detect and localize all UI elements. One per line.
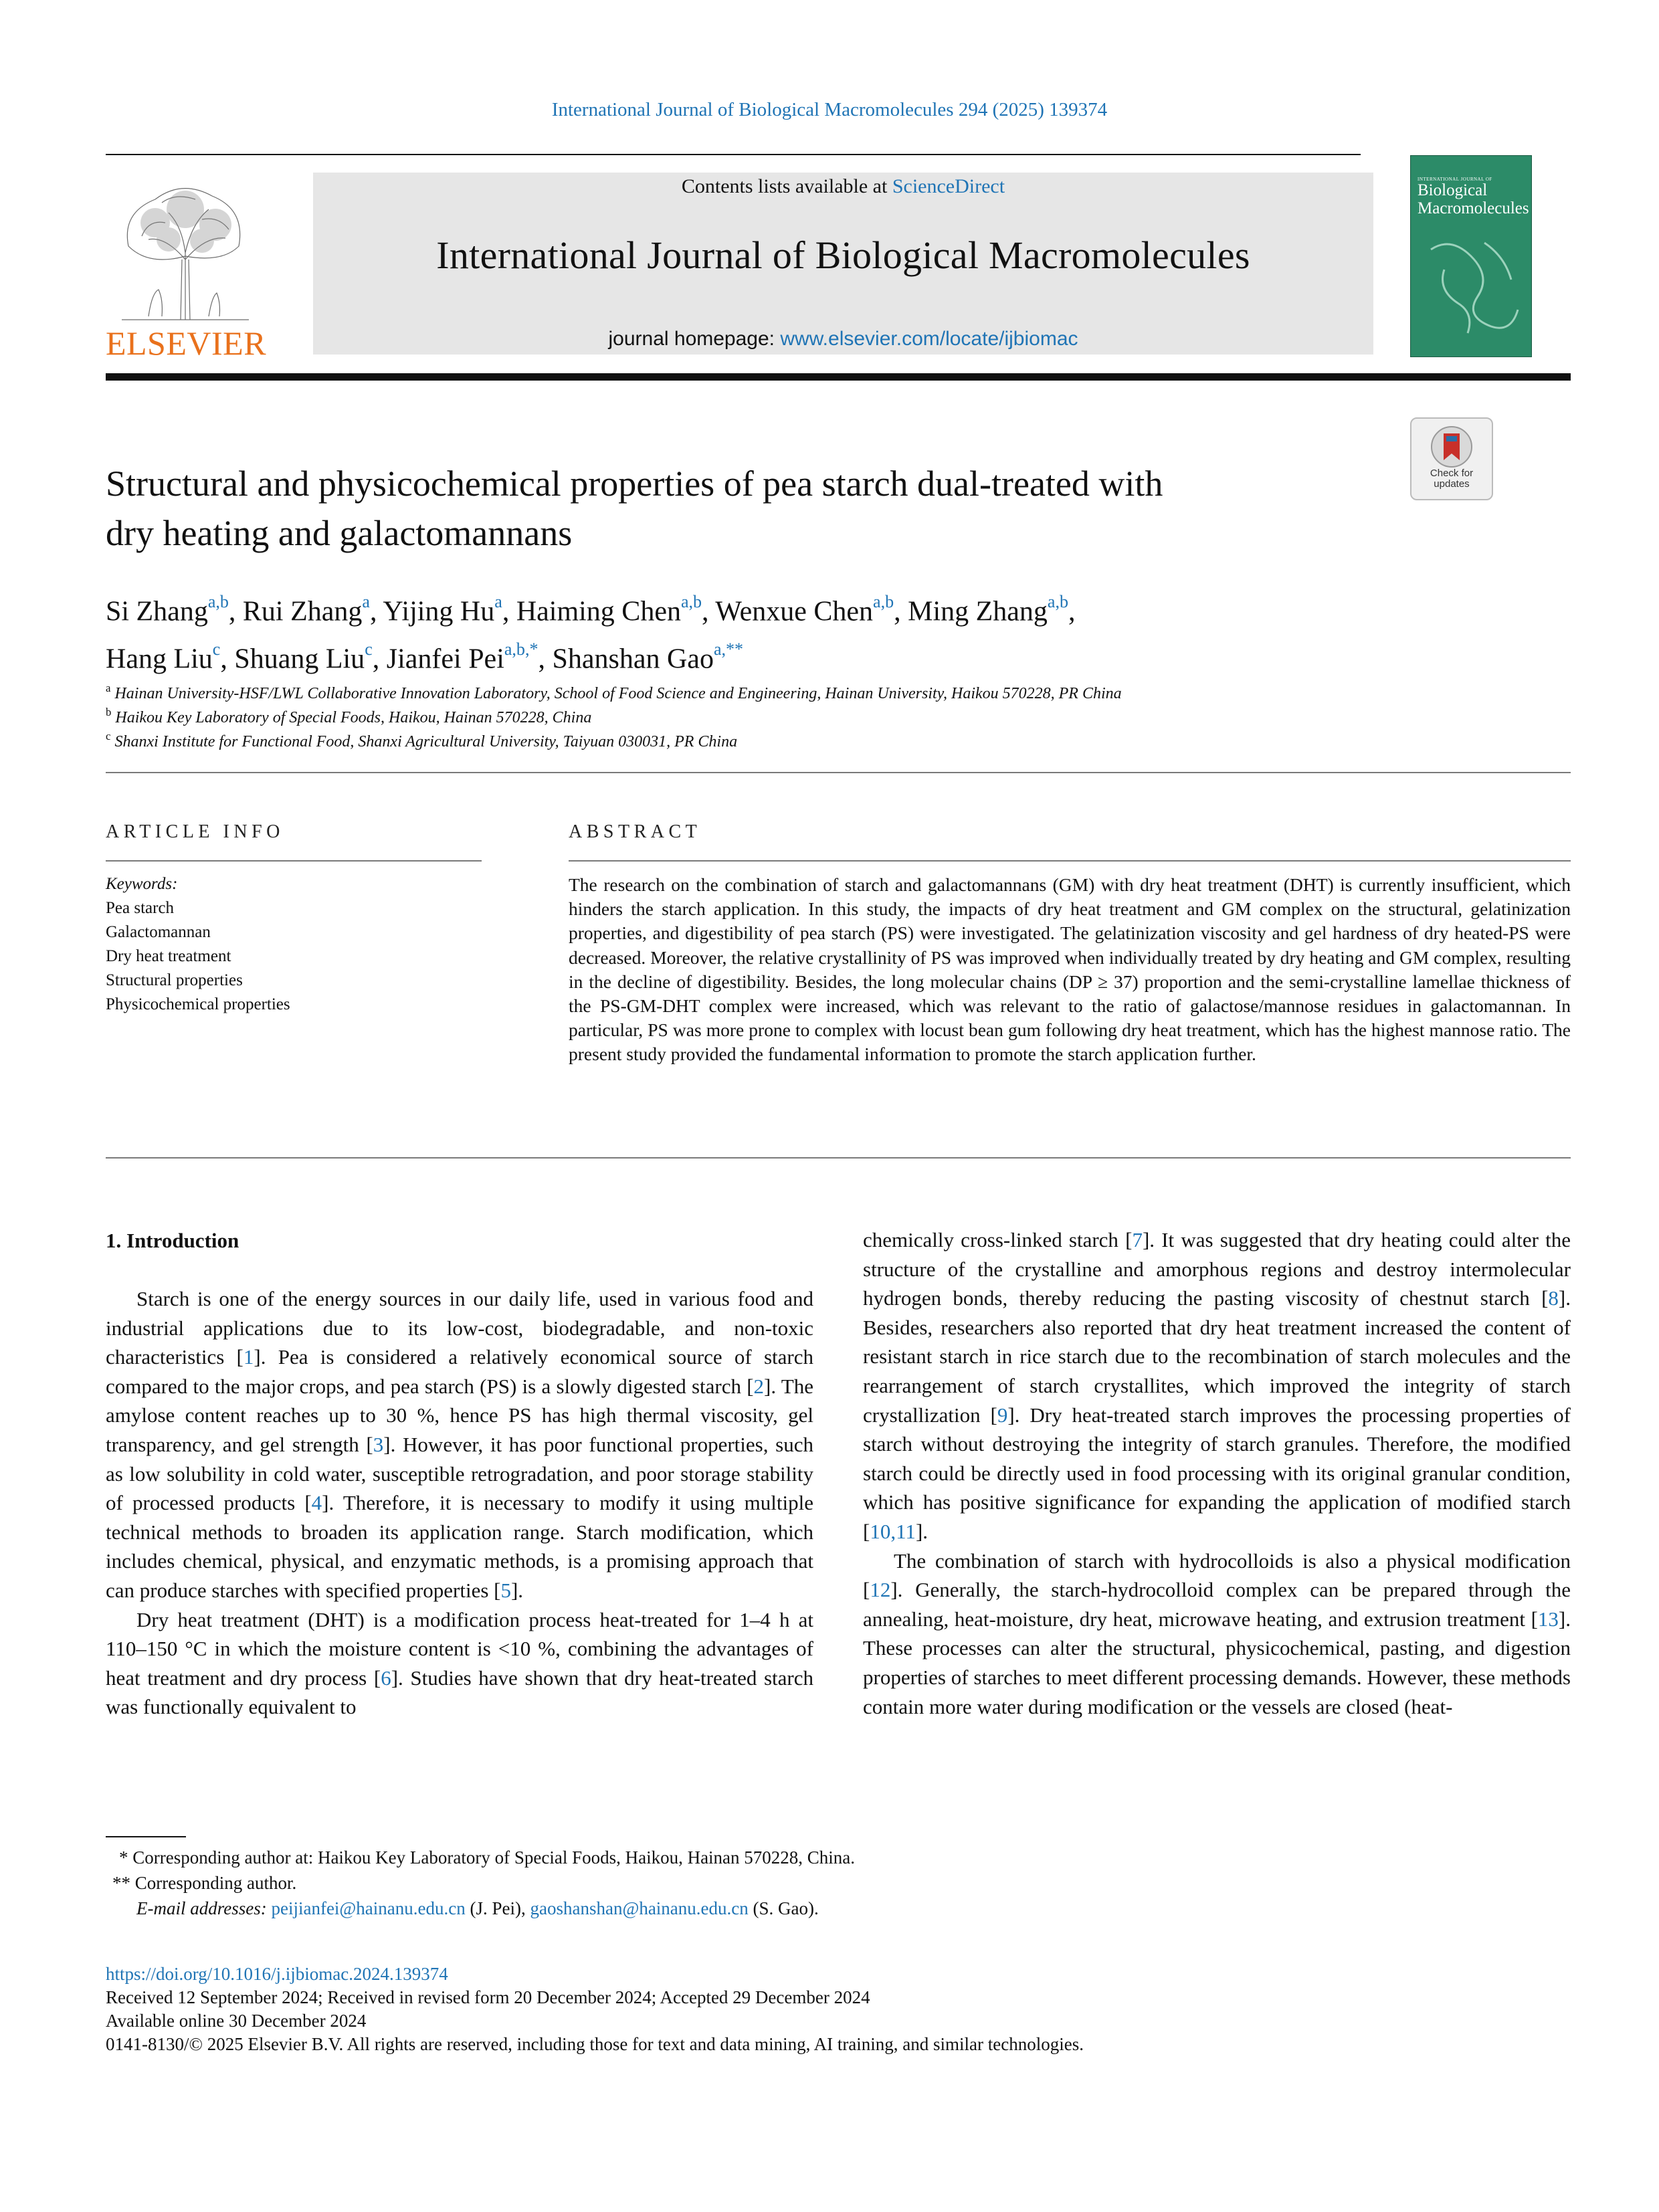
citation-link[interactable]: 4 <box>311 1491 322 1515</box>
keyword-item: Dry heat treatment <box>106 947 231 965</box>
body-left-column <box>106 1284 813 1722</box>
homepage-prefix: journal homepage: <box>608 328 781 350</box>
journal-homepage-line <box>313 328 1373 350</box>
citation-link[interactable]: 5 <box>500 1578 511 1602</box>
header-top-rule <box>106 154 1361 155</box>
author-name[interactable]: Shuang Liu <box>234 643 365 675</box>
cover-molecule-graphic <box>1411 156 1531 357</box>
author-line-2: Hang Liu$^c$, Shuang Liu$^c$, Jianfei Pei$^{a,b,*}$, Shanshan Gao$^{a,**}$ <box>106 639 744 675</box>
author-affiliation-mark[interactable]: a,b,* <box>504 639 539 659</box>
citation-link[interactable]: 2 <box>753 1374 765 1398</box>
email-link[interactable]: gaoshanshan@hainanu.edu.cn <box>530 1898 749 1918</box>
body-paragraph: The combination of starch with hydrocolloids is also a physical modification [12]. Generally, the starch-hydrocolloid complex can be prepared through the annealing, heat-moisture, dry heat, microwave heating, and extrusion treatment [13]. These processes can alter the structural, physicochemical, pasting, and digestion properties of starches to meet different processing demands. However, these methods contain more water during modification or the vessels are closed (heat- <box>863 1548 1571 1718</box>
check-for-updates-button[interactable] <box>1410 417 1493 500</box>
body-paragraph: Dry heat treatment (DHT) is a modification process heat-treated for 1–4 h at 110–150 °C in which the moisture content is <10 %, combining the advantages of heat treatment and dry process [6]. Studies have shown that dry heat-treated starch was functionally equivalent to <box>106 1607 813 1719</box>
author-affiliation-mark[interactable]: a,** <box>713 639 744 659</box>
front-matter-end-divider <box>106 1157 1571 1159</box>
keyword-item: Structural properties <box>106 971 243 989</box>
author-affiliation-mark[interactable]: a <box>362 592 370 611</box>
citation-link[interactable]: 3 <box>373 1432 384 1456</box>
citation-link[interactable]: 1 <box>243 1345 254 1369</box>
body-paragraph: Starch is one of the energy sources in our daily life, used in various food and industrial applications due to its low-cost, biodegradable, and non-toxic characteristics [1]. Pea is considered a relatively economical source of starch compared to the major crops, and pea starch (PS) is a slowly digested starch [2]. The amylose content reaches up to 30 %, hence PS has high thermal viscosity, gel transparency, and gel strength [3]. However, it has poor functional properties, such as low solubility in cold water, susceptible retrogradation, and poor storage stability of processed products [4]. Therefore, it is necessary to modify it using multiple technical methods to broaden its application range. Starch modification, which includes chemical, physical, and enzymatic methods, is a promising approach that can produce starches with specified properties [5]. <box>106 1287 814 1602</box>
article-info-divider <box>106 860 482 862</box>
citation-link[interactable]: 6 <box>381 1666 391 1690</box>
email-link[interactable]: peijianfei@hainanu.edu.cn <box>271 1898 466 1918</box>
article-title-line1: Structural and physicochemical properties of pea starch dual-treated with <box>106 464 1163 504</box>
sciencedirect-link[interactable]: ScienceDirect <box>892 175 1005 197</box>
affiliation-text: Shanxi Institute for Functional Food, Shanxi Agricultural University, Taiyuan 030031, PR China <box>114 733 738 751</box>
elsevier-tree-icon <box>102 173 269 326</box>
author-name[interactable]: Hang Liu <box>106 643 213 675</box>
corresponding-author-note: * Corresponding author at: Haikou Key Laboratory of Special Foods, Haikou, Hainan 570228, China. <box>119 1847 856 1868</box>
author-list <box>106 583 1577 678</box>
email-label: E-mail addresses: <box>136 1898 272 1918</box>
header-thick-rule <box>106 373 1571 381</box>
article-metadata <box>106 1963 1084 2056</box>
author-name[interactable]: Si Zhang <box>106 596 208 627</box>
author-affiliation-mark[interactable]: a,b <box>207 592 229 611</box>
keyword-item: Galactomannan <box>106 923 211 941</box>
affiliation-text: Hainan University-HSF/LWL Collaborative Innovation Laboratory, School of Food Science and Engineering, Hainan University, Haikou 570228, PR China <box>114 685 1122 703</box>
journal-title: International Journal of Biological Macromolecules <box>436 233 1250 277</box>
journal-reference[interactable]: International Journal of Biological Macromolecules 294 (2025) 139374 <box>551 99 1108 120</box>
email-addresses <box>106 1896 855 1921</box>
introduction-heading: 1. Introduction <box>106 1229 239 1252</box>
author-name[interactable]: Wenxue Chen <box>715 596 874 627</box>
article-title-line2: dry heating and galactomannans <box>106 513 573 553</box>
cover-title-line2: Macromolecules <box>1418 199 1529 217</box>
corresponding-author-note-2: ** Corresponding author. <box>112 1873 297 1893</box>
available-online-date: Available online 30 December 2024 <box>106 2011 367 2031</box>
affiliation-divider <box>106 772 1571 773</box>
email-owner: (S. Gao). <box>748 1898 819 1918</box>
cover-title-line1: Biological <box>1418 181 1488 200</box>
author-affiliation-mark[interactable]: a,b <box>873 592 894 611</box>
author-name[interactable]: Ming Zhang <box>908 596 1048 627</box>
author-name[interactable]: Rui Zhang <box>242 596 363 627</box>
check-for-updates-label: Check for updates <box>1430 468 1474 490</box>
keyword-item: Physicochemical properties <box>106 995 290 1013</box>
author-affiliation-mark[interactable]: c <box>212 639 221 659</box>
affiliation-mark: c <box>106 730 111 742</box>
author-name[interactable]: Shanshan Gao <box>552 643 714 675</box>
homepage-link[interactable]: www.elsevier.com/locate/ijbiomac <box>780 328 1078 350</box>
author-name[interactable]: Jianfei Pei <box>386 643 504 675</box>
citation-link[interactable]: 7 <box>1132 1228 1143 1251</box>
cover-small-title: INTERNATIONAL JOURNAL OF <box>1418 177 1492 182</box>
author-affiliation-mark[interactable]: a <box>494 592 502 611</box>
author-affiliation-mark[interactable]: a,b <box>680 592 702 611</box>
bookmark-icon <box>1411 421 1492 471</box>
received-dates: Received 12 September 2024; Received in revised form 20 December 2024; Accepted 29 December 2024 <box>106 1987 870 2007</box>
article-title <box>106 459 1397 558</box>
author-line-1: Si Zhang$^{a,b}$, Rui Zhang$^a$, Yijing Hu$^a$, Haiming Chen$^{a,b}$, Wenxue Chen$^{a,b}$, Ming Zhang$^{a,b}$, <box>106 592 1076 627</box>
citation-link[interactable]: 12 <box>870 1578 891 1602</box>
affiliation-mark: b <box>106 706 112 718</box>
email-owner: (J. Pei), <box>465 1898 530 1918</box>
author-name[interactable]: Yijing Hu <box>383 596 495 627</box>
contents-prefix: Contents lists available at <box>681 175 892 197</box>
affiliation-mark: a <box>106 682 111 694</box>
elsevier-wordmark: ELSEVIER <box>105 324 267 362</box>
author-affiliation-mark[interactable]: c <box>365 639 373 659</box>
citation-link[interactable]: 9 <box>997 1403 1008 1427</box>
affiliation-c <box>106 725 737 753</box>
keyword-item: Pea starch <box>106 899 175 917</box>
citation-link[interactable]: 13 <box>1537 1607 1559 1631</box>
abstract-divider <box>569 860 1571 862</box>
footnotes <box>106 1845 855 1921</box>
body-right-column <box>863 1225 1571 1721</box>
keywords-label: Keywords: <box>106 875 178 893</box>
author-affiliation-mark[interactable]: a,b <box>1047 592 1068 611</box>
body-paragraph: chemically cross-linked starch [7]. It was suggested that dry heating could alter the structure of the crystalline and amorphous regions and destroy intermolecular hydrogen bonds, thereby reducing the pasting viscosity of chestnut starch [8]. Besides, researchers also reported that dry heat treatment increased the content of resistant starch in rice starch due to the recombination of starch molecules and the rearrangement of starch crystallites, which improved the integrity of starch crystallization [9]. Dry heat-treated starch improves the processing properties of starch without destroying the integrity of starch granules. Therefore, the modified starch could be directly used in food processing with its original granular condition, which has positive significance for expanding the application of modified starch [10,11]. <box>863 1228 1571 1543</box>
doi-link[interactable]: https://doi.org/10.1016/j.ijbiomac.2024.139374 <box>106 1964 448 1984</box>
article-info-heading: ARTICLE INFO <box>106 821 284 842</box>
abstract-heading: ABSTRACT <box>569 821 702 842</box>
affiliation-text: Haikou Key Laboratory of Special Foods, Haikou, Hainan 570228, China <box>115 709 592 727</box>
copyright-line: 0141-8130/© 2025 Elsevier B.V. All rights are reserved, including those for text and data mining, AI training, and similar technologies. <box>106 2034 1084 2054</box>
footnote-divider <box>106 1836 186 1837</box>
abstract-text: The research on the combination of starch and galactomannans (GM) with dry heat treatment (DHT) is currently insufficient, which hinders the starch application. In this study, the impacts of dry heat treatment and GM complex on the structural, gelatinization properties, and digestibility of pea starch (PS) were investigated. The gelatinization viscosity and gel hardness of dry heated-PS were decreased. Moreover, the relative crystallinity of PS was improved when individually treated by dry heating and GM complex, resulting in the decline of digestibility. Besides, the long molecular chains (DP ≥ 37) proportion and the semi-crystalline lamellae thickness of the PS-GM-DHT complex were increased, which was relevant to the ratio of galactose/mannose residues in galactomannan. In particular, PS was more prone to complex with locust bean gum following dry heat treatment, which has the highest mannose ratio. The present study provided the fundamental information to promote the starch application further. <box>569 874 1571 1065</box>
citation-link[interactable]: 8 <box>1548 1286 1559 1310</box>
author-name[interactable]: Haiming Chen <box>516 596 681 627</box>
contents-available-line <box>313 175 1373 198</box>
journal-cover-thumbnail[interactable] <box>1410 155 1532 357</box>
citation-link[interactable]: 10,11 <box>870 1519 916 1543</box>
